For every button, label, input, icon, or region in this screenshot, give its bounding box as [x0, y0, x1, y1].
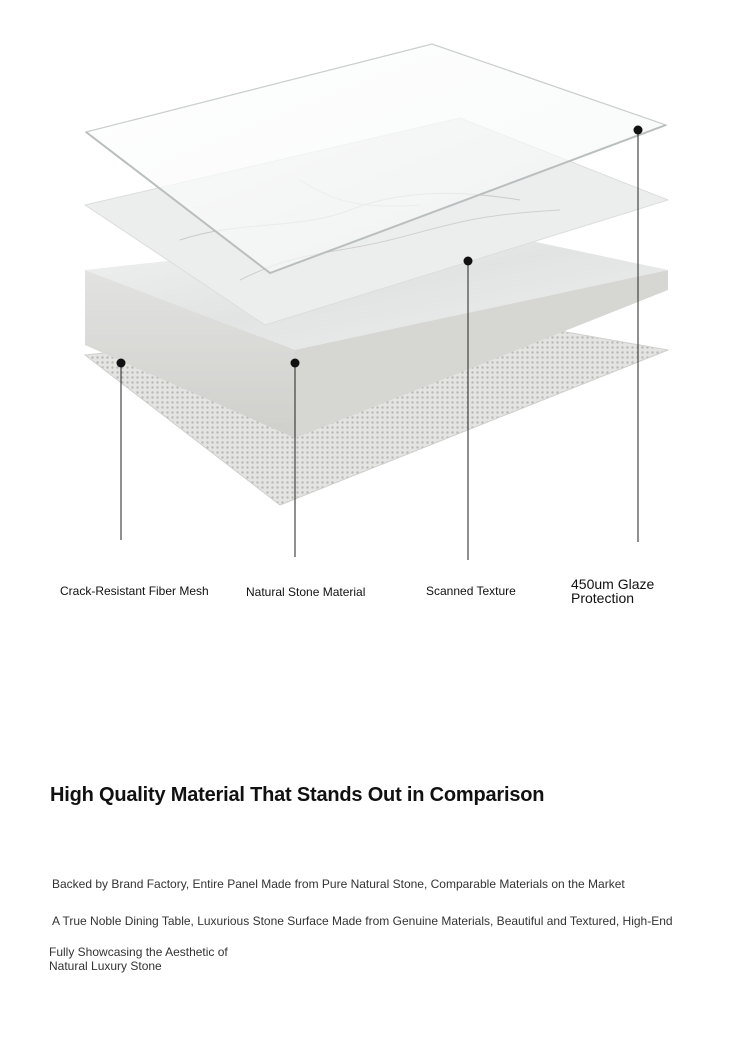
label-fiber-mesh: Crack-Resistant Fiber Mesh — [60, 584, 209, 598]
label-glaze-line2: Protection — [571, 590, 635, 606]
paragraph-3-line2: Natural Luxury Stone — [49, 959, 162, 973]
label-scanned-texture: Scanned Texture — [426, 584, 516, 598]
paragraph-3 — [49, 945, 228, 973]
section-heading: High Quality Material That Stands Out in Comparison — [50, 784, 545, 806]
paragraph-3-line1: Fully Showcasing the Aesthetic of — [49, 945, 228, 959]
paragraph-1: Backed by Brand Factory, Entire Panel Made from Pure Natural Stone, Comparable Materials on the Market — [52, 877, 625, 891]
label-glaze — [571, 577, 654, 605]
label-glaze-line1: 450um Glaze — [571, 576, 655, 592]
label-natural-stone: Natural Stone Material — [246, 585, 366, 599]
paragraph-2: A True Noble Dining Table, Luxurious Stone Surface Made from Genuine Materials, Beautiful and Textured, High-End — [52, 914, 673, 928]
